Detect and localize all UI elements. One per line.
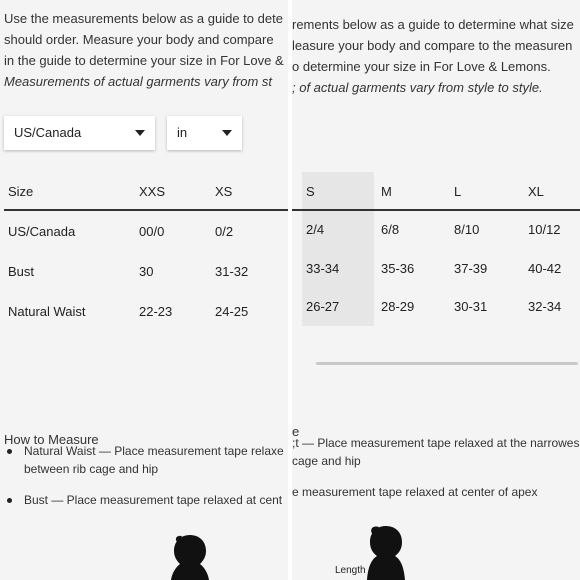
bullet-natural-waist	[24, 442, 284, 478]
bullet-line: e measurement tape relaxed at center of apex	[292, 485, 538, 499]
header-size: Size	[8, 184, 34, 199]
intro-italic-line: Measurements of actual garments vary from st	[4, 74, 273, 89]
cell-l: 30-31	[454, 299, 488, 314]
intro-line-2: leasure your body and compare to the measuren	[292, 38, 573, 53]
bullet-line: Bust — Place measurement tape relaxed at cent	[24, 493, 283, 507]
row-label: Bust	[8, 264, 35, 279]
left-screenshot-panel	[0, 0, 288, 580]
bullet-line: between rib cage and hip	[24, 462, 159, 476]
table-row	[0, 216, 288, 254]
intro-italic-line: ; of actual garments vary from style to style.	[292, 80, 543, 95]
table-row	[0, 256, 288, 294]
header-s: S	[306, 184, 315, 199]
body-silhouette-image	[364, 524, 408, 580]
cell-s: 2/4	[306, 222, 325, 237]
intro-line-2: should order. Measure your body and compare	[4, 32, 274, 47]
bullet-bust	[24, 491, 282, 509]
table-row	[292, 291, 580, 329]
body-silhouette-image	[168, 533, 212, 580]
header-divider	[4, 209, 288, 211]
length-label: Length	[335, 565, 366, 576]
cell-xxs: 30	[139, 264, 154, 279]
how-to-measure-heading: How to Measure	[4, 432, 99, 447]
cell-xl: 32-34	[528, 299, 562, 314]
right-screenshot-panel	[292, 0, 580, 580]
bullet-line: Natural Waist — Place measurement tape relaxe	[24, 444, 284, 458]
cell-l: 37-39	[454, 261, 488, 276]
row-label: US/Canada	[8, 224, 76, 239]
header-divider	[292, 209, 580, 211]
intro-line-3: in the guide to determine your size in For Love &	[4, 53, 284, 68]
region-select[interactable]	[4, 116, 155, 150]
header-xs: XS	[215, 184, 233, 199]
bullet-natural-waist-fragment	[292, 434, 579, 470]
cell-xxs: 00/0	[139, 224, 165, 239]
cell-xl: 10/12	[528, 222, 561, 237]
cell-xs: 31-32	[215, 264, 249, 279]
chevron-down-icon	[135, 130, 145, 136]
intro-line-1: rements below as a guide to determine what size	[292, 17, 574, 32]
cell-m: 28-29	[381, 299, 415, 314]
region-select-value: US/Canada	[14, 125, 82, 140]
intro-text	[292, 14, 574, 98]
bullet-line: cage and hip	[292, 454, 361, 468]
header-l: L	[454, 184, 462, 199]
bullet-dot	[7, 498, 12, 503]
cell-m: 6/8	[381, 222, 400, 237]
cell-l: 8/10	[454, 222, 480, 237]
cell-xs: 24-25	[215, 304, 249, 319]
cell-s: 26-27	[306, 299, 340, 314]
cell-s: 33-34	[306, 261, 340, 276]
cell-xxs: 22-23	[139, 304, 173, 319]
row-label: Natural Waist	[8, 304, 86, 319]
bullet-dot	[7, 449, 12, 454]
table-row	[0, 296, 288, 334]
unit-select[interactable]	[167, 116, 242, 150]
intro-line-3: o determine your size in For Love & Lemons.	[292, 59, 551, 74]
bullet-line: ;t — Place measurement tape relaxed at the narrowes	[292, 436, 580, 450]
cell-xl: 40-42	[528, 261, 562, 276]
cell-m: 35-36	[381, 261, 415, 276]
bullet-bust-fragment	[292, 483, 537, 501]
table-row	[292, 253, 580, 291]
table-row	[292, 214, 580, 252]
chevron-down-icon	[222, 130, 232, 136]
how-to-measure-heading-fragment: e	[292, 424, 300, 439]
intro-text	[4, 8, 284, 92]
cell-xs: 0/2	[215, 224, 234, 239]
header-m: M	[381, 184, 392, 199]
header-xxs: XXS	[139, 184, 166, 199]
header-xl: XL	[528, 184, 544, 199]
intro-line-1: Use the measurements below as a guide to dete	[4, 11, 283, 26]
horizontal-scrollbar[interactable]	[316, 362, 578, 365]
unit-select-value: in	[177, 125, 188, 140]
